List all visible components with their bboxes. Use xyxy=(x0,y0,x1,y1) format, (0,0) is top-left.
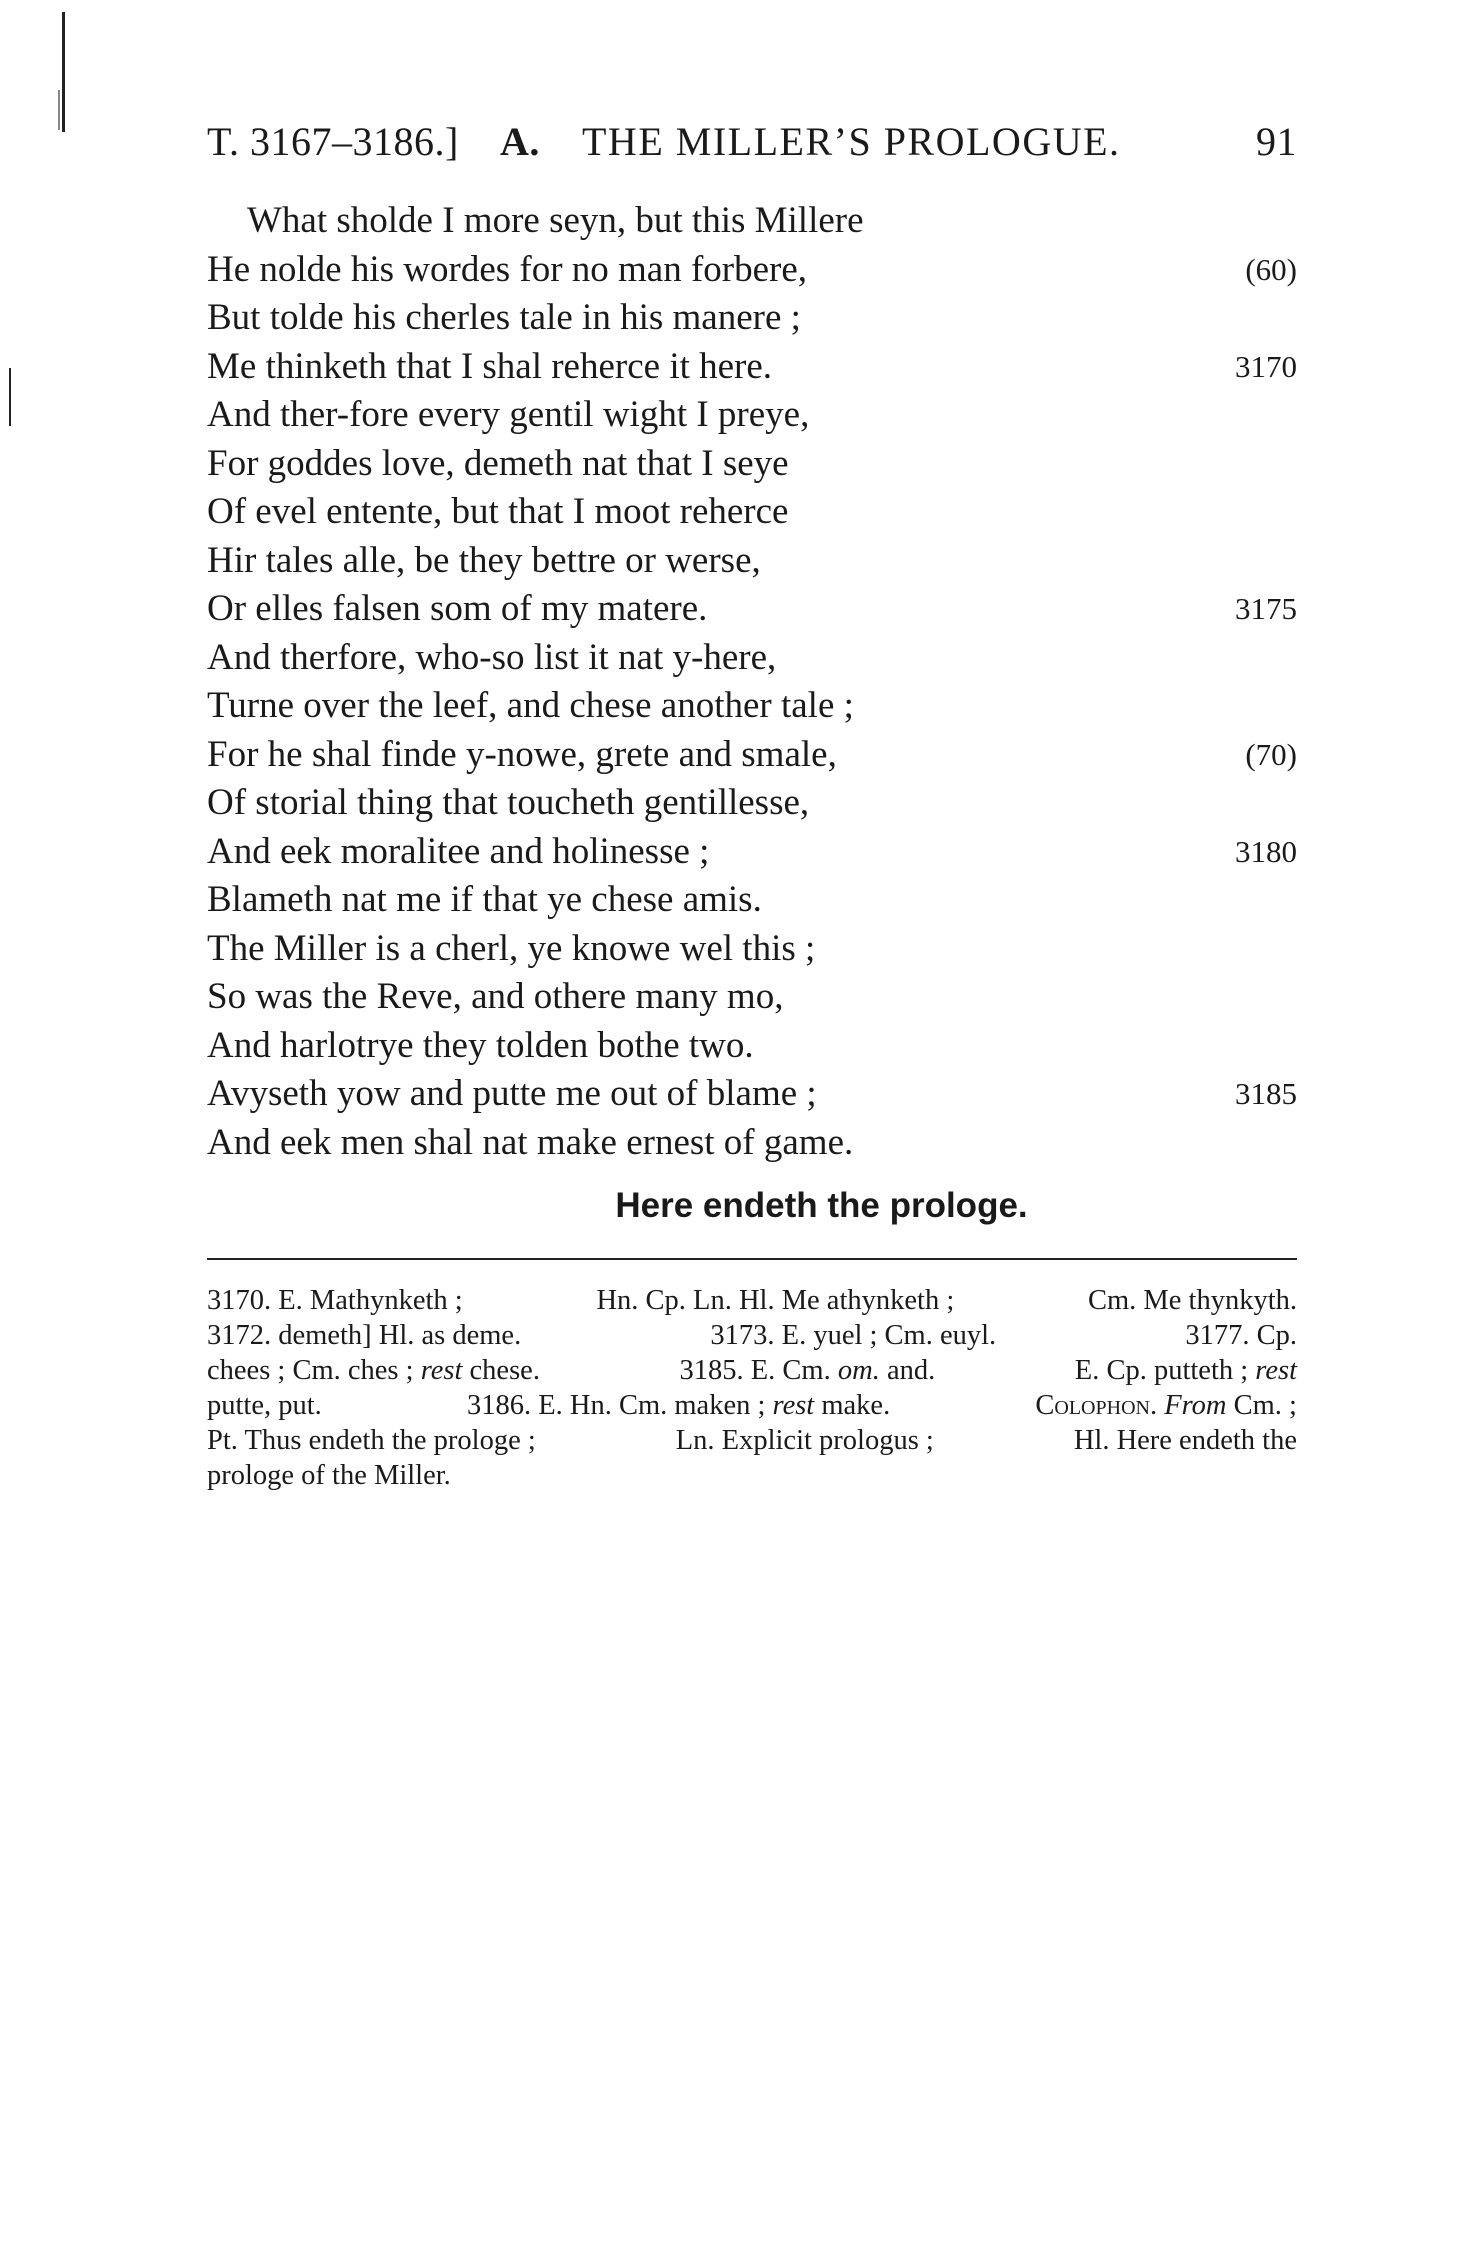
poem-line-text: Of evel entente, but that I moot reherce xyxy=(207,491,789,532)
poem-line-text: And harlotrye they tolden bothe two. xyxy=(207,1024,754,1066)
poem-line xyxy=(207,294,1297,343)
header-title: THE MILLER’S PROLOGUE. xyxy=(582,119,1121,164)
poem-line xyxy=(207,440,1297,489)
line-number: 3170 xyxy=(1235,348,1297,384)
poem-line-text: And eek moralitee and holinesse ; xyxy=(207,830,710,872)
poem-line-text: The Miller is a cherl, ye knowe wel this ; xyxy=(207,927,816,969)
textual-notes xyxy=(207,1283,1297,1493)
poem-line-text: Me thinketh that I shal reherce it here. xyxy=(207,345,773,387)
note-row: 3170. E. Mathynketh ; Hn. Cp. Ln. Hl. Me athynketh ; Cm. Me thynkyth. xyxy=(207,1285,1297,1316)
page-number: 91 xyxy=(1256,119,1297,164)
note-row: Pt. Thus endeth the prologe ; Ln. Explicit prologus ; Hl. Here endeth the xyxy=(207,1425,1297,1456)
line-number: (60) xyxy=(1245,251,1297,287)
poem-line-text: Avyseth yow and putte me out of blame ; xyxy=(207,1073,817,1114)
note-row: 3172. demeth] Hl. as deme. 3173. E. yuel ; Cm. euyl. 3177. Cp. xyxy=(207,1320,1297,1351)
poem-line xyxy=(207,973,1297,1022)
footnote-rule xyxy=(207,1258,1297,1260)
scan-edge-mark xyxy=(9,368,11,426)
poem-line xyxy=(207,343,1297,392)
poem-line xyxy=(207,1022,1297,1071)
poem-line-text: For he shal finde y-nowe, grete and smale, xyxy=(207,733,837,775)
line-number: 3180 xyxy=(1235,833,1297,869)
poem-line-text: He nolde his wordes for no man forbere, xyxy=(207,248,808,290)
note-row: prologe of the Miller. xyxy=(207,1460,451,1491)
poem-line-text: What sholde I more seyn, but this Millere xyxy=(247,200,864,241)
poem-line-text: And eek men shal nat make ernest of game. xyxy=(207,1121,854,1163)
note-row: chees ; Cm. ches ; rest chese. 3185. E. Cm. om. and. E. Cp. putteth ; rest xyxy=(207,1355,1297,1386)
poem-line xyxy=(207,391,1297,440)
poem-line xyxy=(207,488,1297,537)
poem-line xyxy=(207,537,1297,586)
poem-line-text: For goddes love, demeth nat that I seye xyxy=(207,442,789,484)
poem-line xyxy=(207,197,1297,246)
line-number: 3185 xyxy=(1235,1076,1297,1111)
poem-line-text: Turne over the leef, and chese another tale ; xyxy=(207,685,854,726)
poem-line-text: So was the Reve, and othere many mo, xyxy=(207,976,784,1017)
poem-line xyxy=(207,1119,1297,1168)
poem-line xyxy=(207,682,1297,731)
line-number: 3175 xyxy=(1235,591,1297,626)
poem-line xyxy=(207,634,1297,683)
scan-edge-mark xyxy=(62,12,65,132)
poem-line xyxy=(207,246,1297,295)
poem-line-text: But tolde his cherles tale in his manere ; xyxy=(207,297,801,338)
poem-line xyxy=(207,1070,1297,1119)
header-line-range: T. 3167–3186.] xyxy=(207,119,459,164)
header-section: A. xyxy=(500,119,540,164)
scan-edge-mark xyxy=(58,90,60,130)
poem-line xyxy=(207,925,1297,974)
colophon: Here endeth the prologe. xyxy=(615,1186,1028,1225)
poem-line xyxy=(207,585,1297,634)
poem-line-text: Hir tales alle, be they bettre or werse, xyxy=(207,539,761,581)
poem-line xyxy=(207,876,1297,925)
note-row: putte, put. 3186. E. Hn. Cm. maken ; rest make. Colophon. From Cm. ; xyxy=(207,1390,1297,1421)
poem-line-text: And ther-fore every gentil wight I preye, xyxy=(207,394,810,435)
poem-line-text: Or elles falsen som of my matere. xyxy=(207,588,708,629)
poem-text xyxy=(207,197,1297,1167)
poem-line xyxy=(207,731,1297,780)
poem-line xyxy=(207,779,1297,828)
line-number: (70) xyxy=(1245,736,1297,772)
poem-line-text: And therfore, who-so list it nat y-here, xyxy=(207,636,777,678)
poem-line-text: Of storial thing that toucheth gentillesse, xyxy=(207,782,810,823)
poem-line xyxy=(207,828,1297,877)
poem-line-text: Blameth nat me if that ye chese amis. xyxy=(207,879,762,920)
running-header xyxy=(207,118,1297,168)
